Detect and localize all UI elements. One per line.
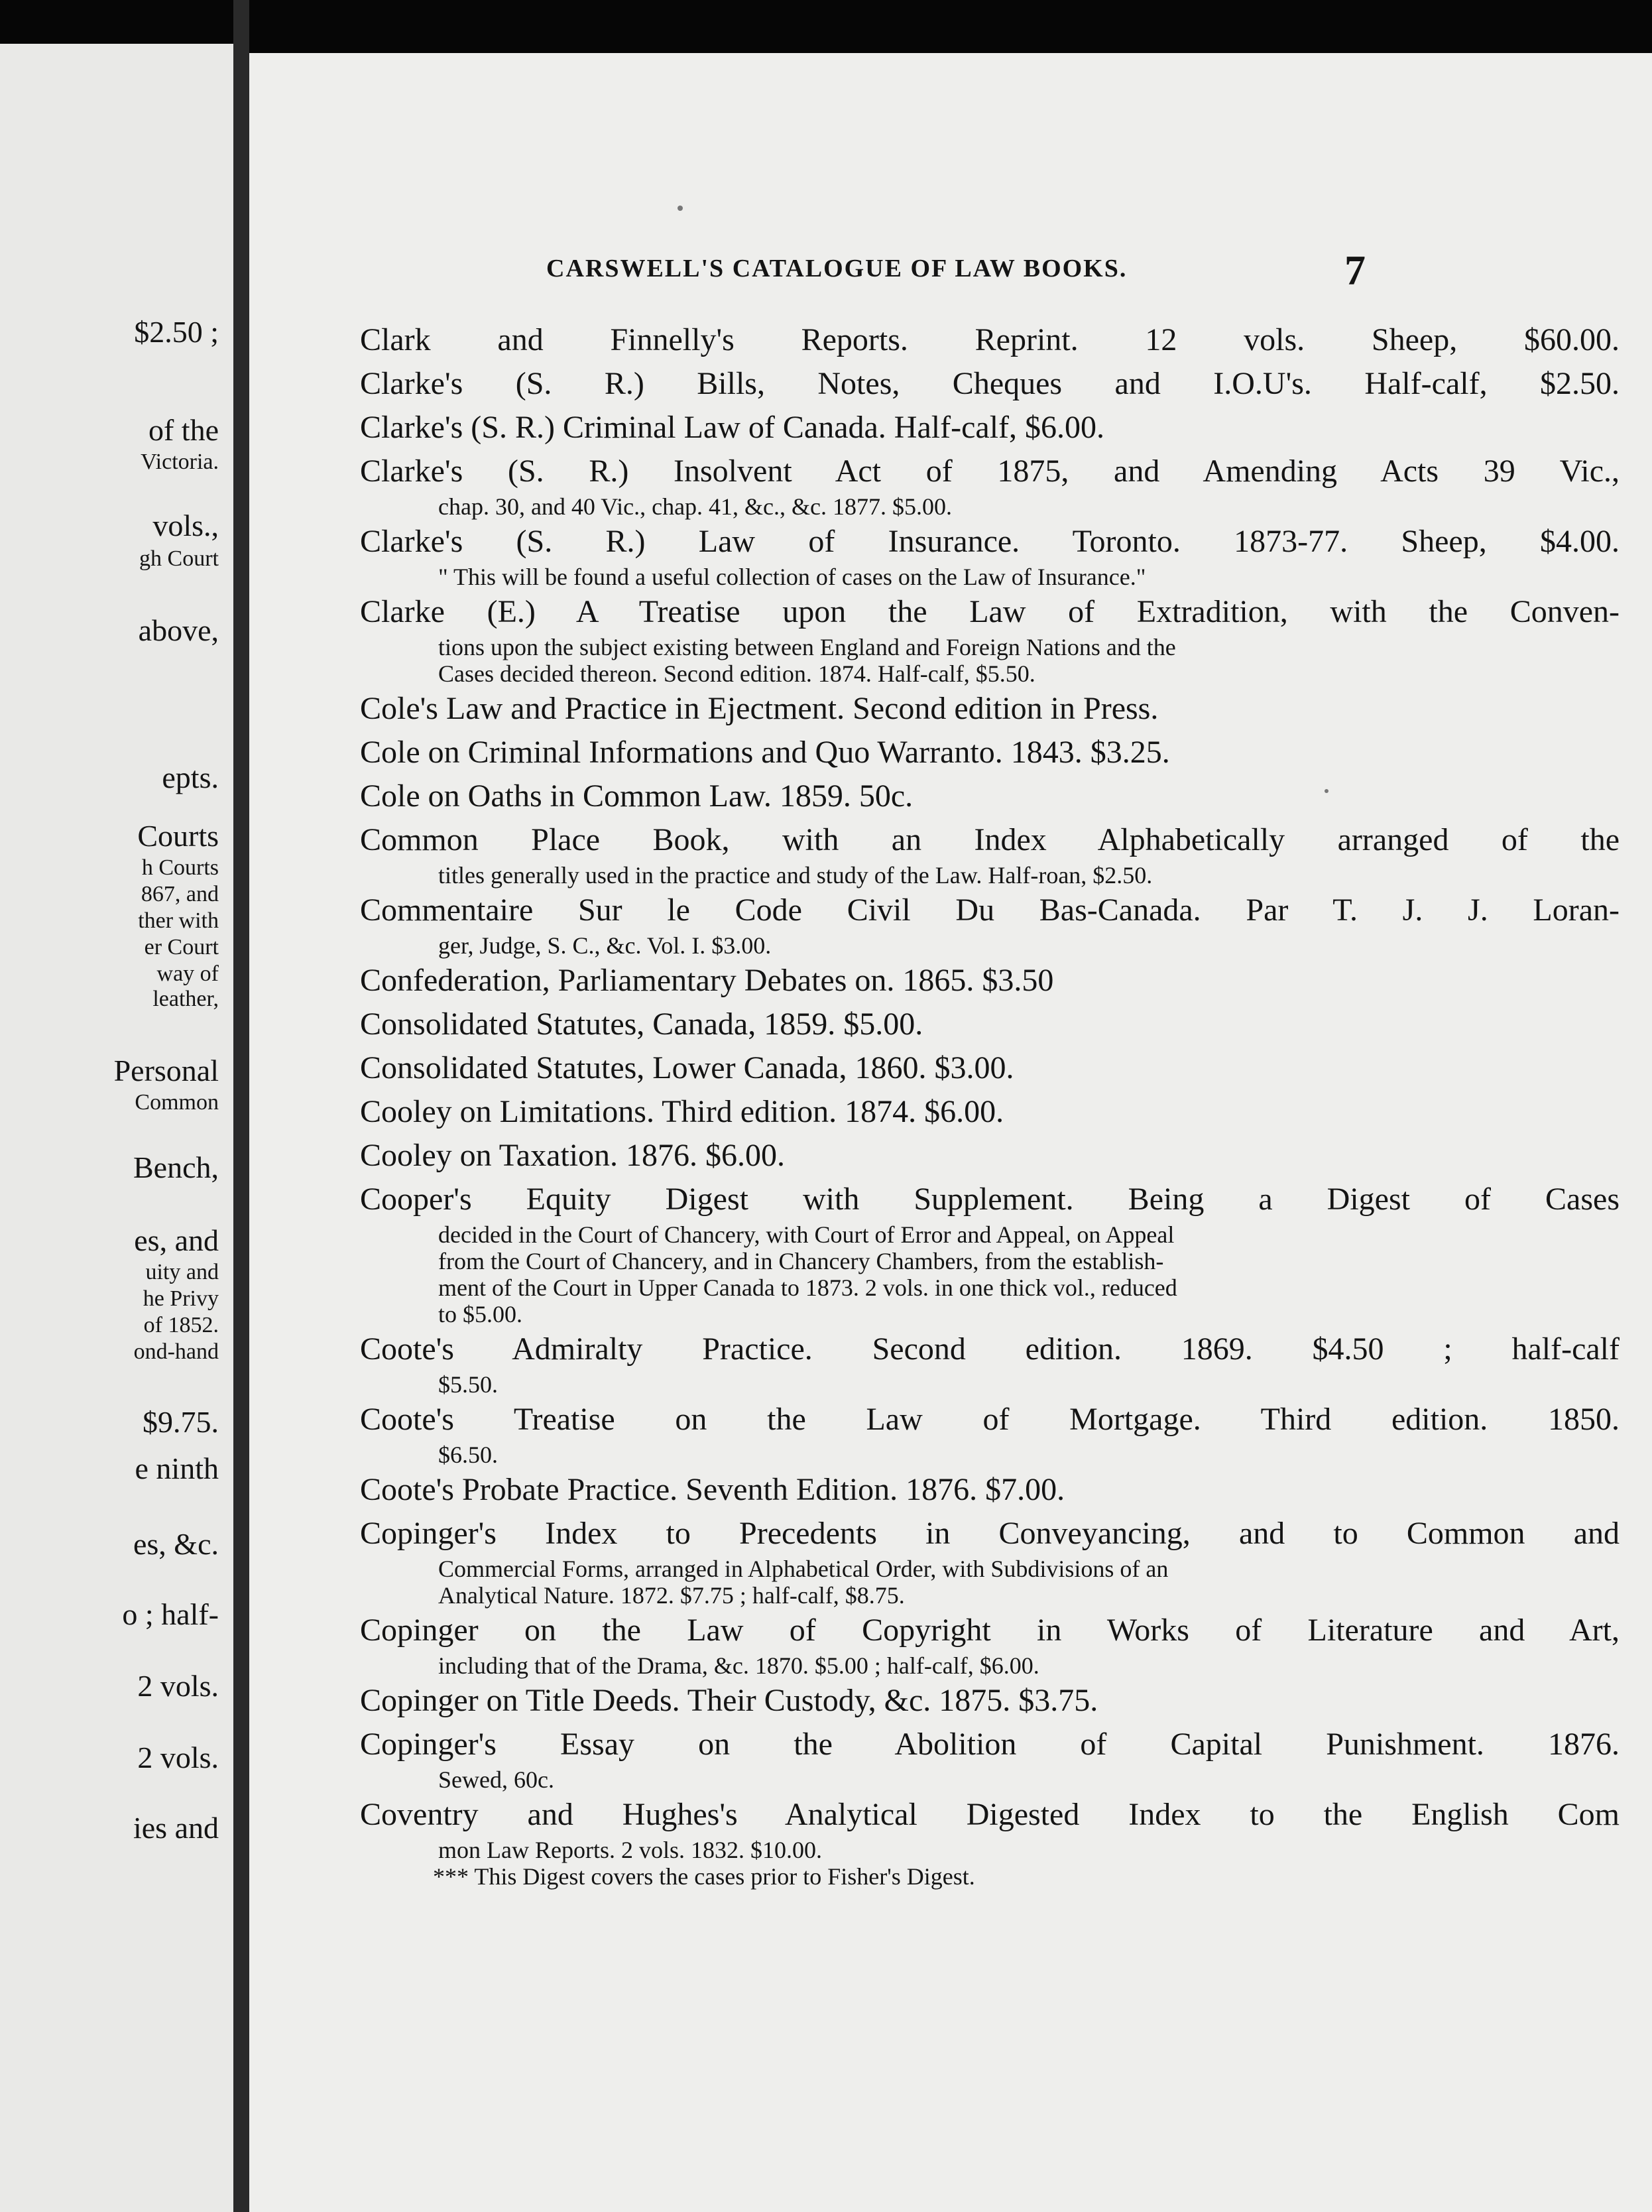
facing-page-text: leather, bbox=[152, 987, 219, 1011]
entry-description: including that of the Drama, &c. 1870. $5.00 ; half-calf, $6.00. bbox=[438, 1652, 1039, 1679]
entry-description: Analytical Nature. 1872. $7.75 ; half-calf, $8.75. bbox=[438, 1582, 905, 1609]
facing-page-text: $2.50 ; bbox=[134, 315, 219, 349]
facing-page-text: epts. bbox=[162, 761, 219, 794]
entry-title: Cooley on Taxation. 1876. $6.00. bbox=[360, 1138, 786, 1173]
catalogue-entry bbox=[360, 1327, 1620, 1398]
entry-description: " This will be found a useful collection of cases on the Law of Insurance." bbox=[438, 564, 1146, 590]
entry-title: Coote's Treatise on the Law of Mortgage. Third edition. 1850. bbox=[360, 1402, 1620, 1437]
facing-page-text: Personal bbox=[113, 1054, 219, 1087]
entry-title: Coote's Probate Practice. Seventh Edition. 1876. $7.00. bbox=[360, 1472, 1065, 1507]
entry-title: Consolidated Statutes, Canada, 1859. $5.00. bbox=[360, 1007, 923, 1042]
facing-page-text: of 1852. bbox=[143, 1313, 219, 1337]
entry-title: Copinger on Title Deeds. Their Custody, &c. 1875. $3.75. bbox=[360, 1683, 1098, 1718]
entry-title: Copinger on the Law of Copyright in Works of Literature and Art, bbox=[360, 1613, 1620, 1648]
catalogue-entry bbox=[360, 1679, 1620, 1723]
catalogue-entry bbox=[360, 1046, 1620, 1090]
facing-page-text: e ninth bbox=[135, 1451, 219, 1485]
facing-page-text: vols., bbox=[152, 509, 219, 542]
entry-description: Cases decided thereon. Second edition. 1874. Half-calf, $5.50. bbox=[438, 660, 1035, 687]
book-gutter bbox=[233, 0, 249, 2212]
facing-page-text: 867, and bbox=[141, 882, 219, 906]
paper-speck bbox=[678, 206, 683, 211]
entry-description: decided in the Court of Chancery, with Court of Error and Appeal, on Appeal bbox=[438, 1221, 1175, 1248]
entry-title: Consolidated Statutes, Lower Canada, 1860. $3.00. bbox=[360, 1050, 1014, 1085]
entry-description: tions upon the subject existing between England and Foreign Nations and the bbox=[438, 634, 1176, 660]
entry-title: Copinger's Index to Precedents in Conveyancing, and to Common and bbox=[360, 1516, 1620, 1551]
catalogue-entry bbox=[360, 731, 1620, 774]
facing-page-text: ies and bbox=[133, 1811, 219, 1845]
entry-description: ment of the Court in Upper Canada to 1873. 2 vols. in one thick vol., reduced bbox=[438, 1274, 1177, 1301]
page-title: CARSWELL'S CATALOGUE OF LAW BOOKS. bbox=[546, 255, 1128, 282]
facing-page-text: ther with bbox=[138, 908, 219, 933]
catalogue-entry bbox=[360, 1398, 1620, 1468]
entry-title: Clark and Finnelly's Reports. Reprint. 12 vols. Sheep, $60.00. bbox=[360, 322, 1620, 357]
catalogue-entry bbox=[360, 774, 1620, 818]
facing-page-text: es, &c. bbox=[133, 1527, 219, 1561]
entry-title: Clarke's (S. R.) Criminal Law of Canada. Half-calf, $6.00. bbox=[360, 410, 1105, 445]
catalogue-entry bbox=[360, 590, 1620, 687]
facing-page-text: uity and bbox=[145, 1260, 219, 1284]
entry-note: *** This Digest covers the cases prior to Fisher's Digest. bbox=[433, 1863, 975, 1890]
catalogue-entry bbox=[360, 318, 1620, 362]
entry-title: Clarke (E.) A Treatise upon the Law of Extradition, with the Conven- bbox=[360, 594, 1620, 629]
facing-page-text: 2 vols. bbox=[137, 1669, 219, 1703]
catalogue-entry bbox=[360, 1512, 1620, 1609]
catalogue-entry bbox=[360, 520, 1620, 590]
catalogue-entry bbox=[360, 1723, 1620, 1793]
entry-description: titles generally used in the practice and study of the Law. Half-roan, $2.50. bbox=[438, 862, 1153, 889]
entry-title: Common Place Book, with an Index Alphabetically arranged of the bbox=[360, 822, 1620, 857]
entry-title: Cooley on Limitations. Third edition. 1874. $6.00. bbox=[360, 1094, 1004, 1129]
catalogue-entry bbox=[360, 1134, 1620, 1178]
entry-description: $5.50. bbox=[438, 1371, 498, 1398]
entry-description: Sewed, 60c. bbox=[438, 1766, 554, 1793]
entry-title: Commentaire Sur le Code Civil Du Bas-Canada. Par T. J. J. Loran- bbox=[360, 892, 1620, 928]
catalogue-entry bbox=[360, 1609, 1620, 1679]
catalogue-entry bbox=[360, 406, 1620, 450]
catalogue-entry bbox=[360, 687, 1620, 731]
entry-description: chap. 30, and 40 Vic., chap. 41, &c., &c. 1877. $5.00. bbox=[438, 493, 953, 520]
entry-title: Confederation, Parliamentary Debates on. 1865. $3.50 bbox=[360, 963, 1054, 998]
entry-description: ger, Judge, S. C., &c. Vol. I. $3.00. bbox=[438, 932, 772, 959]
facing-page-text: h Courts bbox=[141, 855, 219, 880]
facing-page-text: Victoria. bbox=[141, 450, 219, 474]
paper-speck bbox=[1325, 789, 1328, 793]
entry-title: Clarke's (S. R.) Insolvent Act of 1875, and Amending Acts 39 Vic., bbox=[360, 454, 1620, 489]
catalogue-entry bbox=[360, 450, 1620, 520]
facing-page-text: er Court bbox=[144, 935, 219, 959]
facing-page-text: he Privy bbox=[143, 1286, 219, 1311]
facing-page-text: ond-hand bbox=[133, 1339, 219, 1364]
facing-page-text: es, and bbox=[134, 1223, 219, 1257]
facing-page-text: 2 vols. bbox=[137, 1741, 219, 1774]
entry-description: to $5.00. bbox=[438, 1301, 523, 1327]
catalogue-entry bbox=[360, 362, 1620, 406]
catalogue-entries bbox=[360, 318, 1620, 1890]
facing-page-text: above, bbox=[138, 613, 219, 647]
facing-page-text: gh Court bbox=[139, 546, 219, 571]
catalogue-entry bbox=[360, 818, 1620, 889]
entry-description: $6.50. bbox=[438, 1442, 498, 1468]
entry-title: Cole's Law and Practice in Ejectment. Second edition in Press. bbox=[360, 691, 1159, 726]
catalogue-entry bbox=[360, 1793, 1620, 1890]
entry-title: Cole on Criminal Informations and Quo Warranto. 1843. $3.25. bbox=[360, 735, 1170, 770]
entry-description: from the Court of Chancery, and in Chancery Chambers, from the establish- bbox=[438, 1248, 1164, 1274]
facing-page-text: of the bbox=[148, 413, 219, 447]
page-number: 7 bbox=[1344, 247, 1366, 294]
entry-description: Commercial Forms, arranged in Alphabetical Order, with Subdivisions of an bbox=[438, 1556, 1169, 1582]
catalogue-page bbox=[249, 53, 1652, 2212]
entry-description: mon Law Reports. 2 vols. 1832. $10.00. bbox=[438, 1837, 822, 1863]
catalogue-entry bbox=[360, 1090, 1620, 1134]
entry-title: Cooper's Equity Digest with Supplement. Being a Digest of Cases bbox=[360, 1182, 1620, 1217]
catalogue-entry bbox=[360, 889, 1620, 959]
catalogue-entry bbox=[360, 1468, 1620, 1512]
facing-page-text: Courts bbox=[137, 819, 219, 853]
facing-page-fragment bbox=[0, 44, 233, 2212]
facing-page-text: Common bbox=[135, 1090, 219, 1115]
facing-page-text: way of bbox=[156, 961, 219, 986]
catalogue-entry bbox=[360, 1178, 1620, 1327]
facing-page-text: Bench, bbox=[133, 1150, 219, 1184]
catalogue-entry bbox=[360, 1003, 1620, 1046]
facing-page-text: $9.75. bbox=[143, 1405, 219, 1439]
entry-title: Copinger's Essay on the Abolition of Capital Punishment. 1876. bbox=[360, 1727, 1620, 1762]
facing-page-text: o ; half- bbox=[122, 1597, 219, 1631]
entry-title: Clarke's (S. R.) Bills, Notes, Cheques and I.O.U's. Half-calf, $2.50. bbox=[360, 366, 1620, 401]
entry-title: Clarke's (S. R.) Law of Insurance. Toronto. 1873-77. Sheep, $4.00. bbox=[360, 524, 1620, 559]
entry-title: Cole on Oaths in Common Law. 1859. 50c. bbox=[360, 778, 914, 814]
entry-title: Coote's Admiralty Practice. Second edition. 1869. $4.50 ; half-calf bbox=[360, 1331, 1620, 1367]
entry-title: Coventry and Hughes's Analytical Digested Index to the English Com bbox=[360, 1797, 1620, 1832]
running-header bbox=[249, 247, 1652, 294]
catalogue-entry bbox=[360, 959, 1620, 1003]
